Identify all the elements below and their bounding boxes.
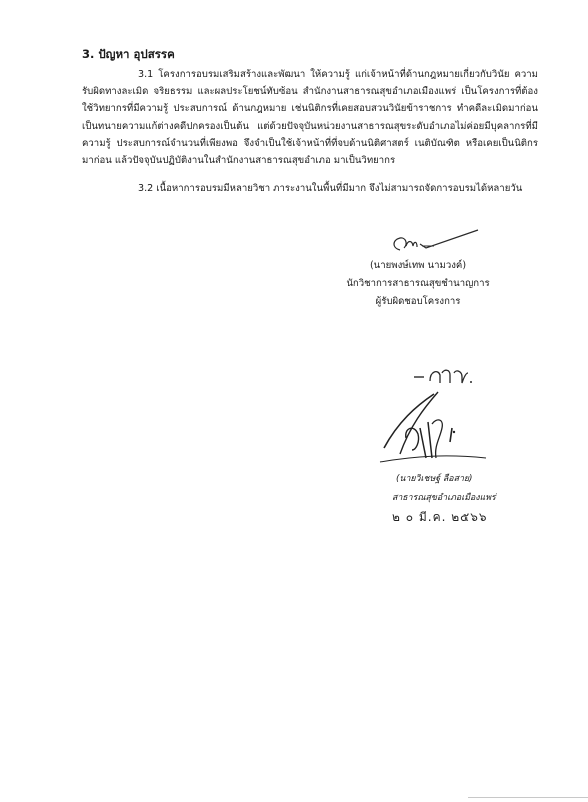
section-heading: 3. ปัญหา อุปสรรค bbox=[82, 47, 175, 61]
signature-2-image bbox=[376, 388, 496, 474]
handwritten-acknowledgement-mark bbox=[410, 363, 474, 387]
paragraph-3-1: 3.1 โครงการอบรมเสริมสร้างและพัฒนา ให้ความรู้ แก่เจ้าหน้าที่ด้านกฎหมายเกี่ยวกับวินัย ความรับผิดทางละเมิด จริยธรรม และผลประโยชน์ทับซ้อน สำนักงานสาธารณสุขอำเภอเมืองแพร่ เป็นโครงการที่ต้องใช้วิทยากรที่มีความรู้ ประสบการณ์ ด้านกฎหมาย เช่นนิติกรที่เคยสอบสวนวินัยข้าราชการ ทำคดีละเมิดมาก่อน เป็นทนายความแก้ต่างคดีปกครองเป็นต้น แต่ด้วยปัจจุบันหน่วยงานสาธารณสุขระดับอำเภอไม่ค่อยมีบุคลากรที่มีความรู้ ประสบการณ์จำนวนที่เพียงพอ จึงจำเป็นใช้เจ้าหน้าที่ที่จบด้านนิติศาสตร์ เนติบัณฑิต หรือเคยเป็นนิติกรมาก่อน แล้วปัจจุบันปฏิบัติงานในสำนักงานสาธารณสุขอำเภอ มาเป็นวิทยากร bbox=[82, 69, 538, 167]
bottom-divider bbox=[468, 797, 588, 798]
signer-2-position: สาธารณสุขอำเภอเมืองแพร่ bbox=[392, 493, 496, 503]
signer-1-position: นักวิชาการสาธารณสุขชำนาญการ bbox=[346, 278, 490, 289]
signature-1-image bbox=[386, 224, 486, 258]
signer-1-role: ผู้รับผิดชอบโครงการ bbox=[375, 296, 461, 307]
signer-2-name: (นายวิเชษฐ์ ลือสาย) bbox=[396, 474, 473, 484]
signer-1-name: (นายพงษ์เทพ นามวงค์) bbox=[369, 260, 467, 271]
approval-date: ๒ ๐ มี.ค. ๒๕๖๖ bbox=[392, 510, 488, 524]
paragraph-3-2: 3.2 เนื้อหาการอบรมมีหลายวิชา ภาระงานในพื้นที่มีมาก จึงไม่สามารถจัดการอบรมได้หลายวัน bbox=[138, 183, 523, 194]
